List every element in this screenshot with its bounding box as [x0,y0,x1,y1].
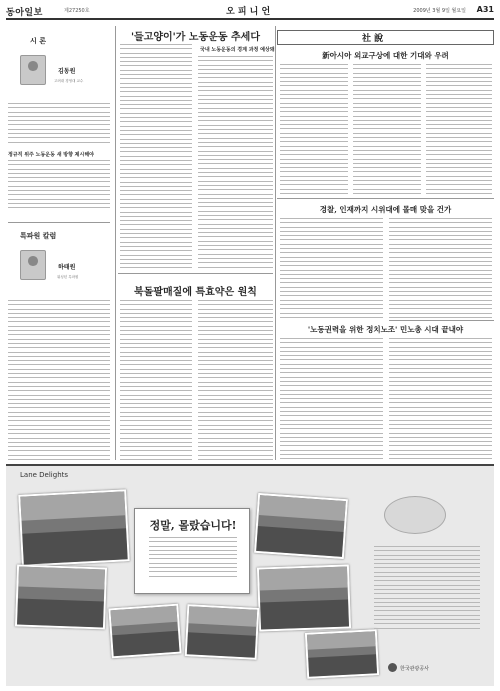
sponsor-logo-icon [388,663,397,672]
section-title: 오 피 니 언 [226,7,271,17]
editorial-headline-3: '노동권력을 위한 정치노조' 민노총 시대 끝내야 [307,325,464,334]
article-subhead: 국내 노동운동의 경계 과정 예상돼 [200,47,275,53]
column-subhead: 정규직 위주 노동운동 새 방향 제시해야 [8,152,94,158]
main-headline: '들고양이'가 노동운동 추세다 [130,32,260,43]
ad-photo [257,564,351,631]
column2-label: 특파원 칼럼 [20,232,57,240]
issue-number: 제27250호 [64,8,90,14]
page-header [6,4,494,20]
editorial-body [353,64,421,194]
masthead: 동아일보 [6,8,43,18]
author-title: 워싱턴 특파원 [57,275,79,279]
author-photo [20,250,46,280]
ad-sponsor: 한국관광공사 [400,666,429,672]
siron-label: 시 론 [30,37,46,45]
author-photo [20,55,46,85]
divider [8,222,110,223]
editorial-logo: 社 說 [362,34,384,44]
article-body [120,44,192,269]
divider [118,273,273,274]
ad-photo [305,629,379,679]
ad-brand: Lane Delights [20,471,69,479]
ad-photo [185,604,260,660]
divider [389,320,494,321]
author-name: 하태원 [58,264,76,271]
editorial-body [426,64,492,194]
editorial-body [389,218,492,318]
editorial-headline-1: 新아시아 외교구상에 대한 기대와 우려 [322,51,449,60]
ad-photo [15,564,107,629]
ad-body [149,537,237,585]
divider [277,198,494,199]
editorial-banner [277,30,494,45]
author-title: 고려대 경영대 교수 [54,79,84,83]
column-body [8,103,110,147]
editorial-body [280,64,348,194]
ad-headline-card [134,508,250,594]
article-body [120,300,192,460]
page-number: A31 [476,5,494,14]
editorial-body [389,338,492,460]
article-body [198,56,273,269]
editorial-body [280,338,383,460]
ad-body [374,546,480,646]
column-body [8,160,110,215]
column-divider [275,26,276,460]
column-body [8,300,110,460]
ad-circle-graphic [384,496,446,534]
article-body [198,300,273,460]
editorial-headline-2: 경찰, 인재까지 시위대에 몰매 맞을 건가 [319,205,452,214]
advertisement[interactable] [6,464,494,686]
ad-photo [108,604,181,659]
column-divider [115,26,116,460]
ad-headline: 정말, 몰랐습니다! [149,519,237,532]
editorial-body [280,218,383,318]
column2-headline: 북돌팔매질에 특효약은 원칙 [134,287,257,298]
ad-photo [254,493,348,559]
ad-photo [18,489,130,567]
publication-date: 2009년 3월 9일 월요일 [413,8,466,14]
author-name: 김동원 [58,68,76,75]
